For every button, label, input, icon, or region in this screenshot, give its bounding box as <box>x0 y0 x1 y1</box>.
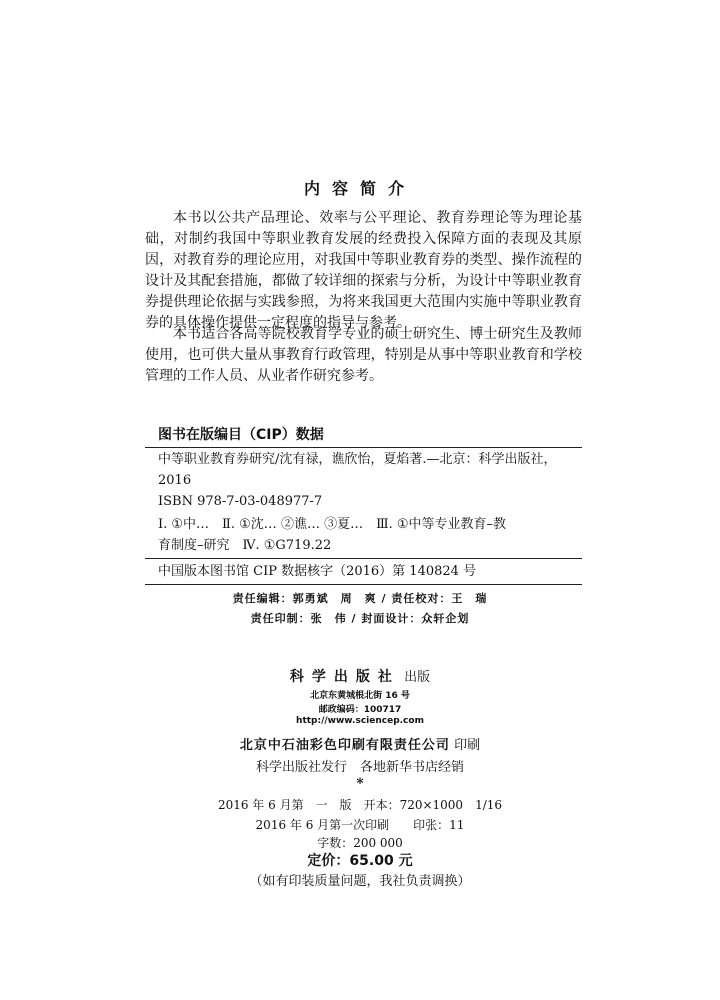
editor-credits: 责任编辑：郭勇斌 周 爽 / 责任校对：王 瑞 <box>232 592 488 605</box>
edition-line-1: 2016 年 6 月第 一 版 开本：720×1000 1/16 <box>217 798 503 812</box>
publisher-line <box>0 666 720 686</box>
cip-top-rule <box>145 447 582 448</box>
printer-line <box>0 734 720 753</box>
distribution-line: 科学出版社发行 各地新华书店经销 <box>255 760 464 775</box>
printer-name: 北京中石油彩色印刷有限责任公司 <box>239 738 450 753</box>
edition-line-2: 2016 年 6 月第一次印刷 印张：11 <box>255 818 465 832</box>
cip-isbn: ISBN 978-7-03-048977-7 <box>158 494 323 509</box>
printer-suffix: 印刷 <box>454 738 481 753</box>
intro-paragraph-2: 本书适合各高等院校教育学专业的硕士研究生、博士研究生及教师使用，也可供大量从事教育行政管理，特别是从事中等职业教育和学校管理的工作人员、从业者作研究参考。 <box>145 326 582 384</box>
cip-classification-line-1: Ⅰ. ①中… Ⅱ. ①沈… ②谯… ③夏… Ⅲ. ①中等专业教育–教 <box>158 517 507 532</box>
cip-record-number: 中国版本图书馆 CIP 数据核字（2016）第 140824 号 <box>158 564 477 579</box>
cip-entry-line-2: 2016 <box>158 473 192 488</box>
cip-classification-line-2: 育制度–研究 Ⅳ. ①G719.22 <box>158 538 332 553</box>
cip-heading: 图书在版编目（CIP）数据 <box>158 427 324 443</box>
separator-star: * <box>356 776 364 792</box>
publisher-website: http://www.sciencep.com <box>296 716 424 726</box>
cip-entry-line-1: 中等职业教育券研究/沈有禄，谯欣怡，夏焰著.—北京：科学出版社， <box>158 452 557 467</box>
publisher-address: 北京东黄城根北街 16 号 <box>310 691 410 701</box>
intro-paragraph-1: 本书以公共产品理论、效率与公平理论、教育券理论等为理论基础，对制约我国中等职业教育发展的经费投入保障方面的表现及其原因，对教育券的理论应用，对我国中等职业教育券的类型、操作流程的设计及其配套措施，都做了较详细的探索与分析，为设计中等职业教育券提供理论依据与实践参照，为将来我国更大范围内实施中等职业教育券的具体操作提供一定程度的指导与参考。 <box>145 210 582 331</box>
price: 定价：65.00 元 <box>307 853 413 869</box>
production-credits: 责任印制：张 伟 / 封面设计：众轩企划 <box>250 612 470 625</box>
quality-note: （如有印装质量问题，我社负责调换） <box>249 874 471 889</box>
publisher-logo-text: 科学出版社 <box>289 669 400 685</box>
word-count: 字数：200 000 <box>317 836 403 850</box>
cip-bottom-rule <box>145 584 582 585</box>
publisher-postcode: 邮政编码：100717 <box>318 705 402 715</box>
intro-title: 内容简介 <box>303 179 416 198</box>
cip-middle-rule <box>145 558 582 559</box>
publisher-suffix: 出版 <box>404 670 431 685</box>
